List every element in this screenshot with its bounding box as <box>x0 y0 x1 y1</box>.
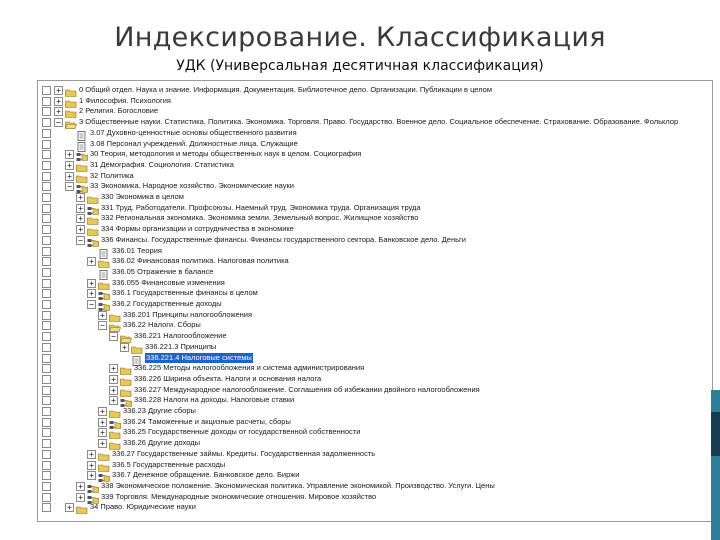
expand-toggle[interactable]: + <box>87 279 96 288</box>
tree-row-label[interactable]: 0 Общий отдел. Наука и знание. Информация. Документация. Библиотечное дело. Организации. Публикации в целом <box>79 85 492 94</box>
tree-row-label[interactable]: 339 Торговля. Международные экономические отношения. Мировое хозяйство <box>101 491 377 501</box>
tree-row-label[interactable]: 336.27 Государственные займы. Кредиты. Государственная задолженность <box>112 448 376 458</box>
folder-icon <box>76 160 88 170</box>
collapse-toggle[interactable]: − <box>98 321 107 330</box>
tree-row-label[interactable]: 336.055 Финансовые изменения <box>112 277 225 287</box>
tree-row-label[interactable]: 2 Религия. Богословие <box>79 106 159 116</box>
tree-row[interactable] <box>38 149 712 160</box>
folder-network-icon <box>76 181 88 191</box>
expand-toggle[interactable]: + <box>76 214 85 223</box>
folder-icon <box>87 224 99 234</box>
tree-row[interactable] <box>38 502 712 513</box>
tree-row[interactable] <box>38 267 712 278</box>
folder-network-icon <box>98 470 110 480</box>
folder-icon <box>65 85 77 95</box>
tree-row-label[interactable]: 336.226 Ширина объекта. Налоги и основания налога <box>134 373 322 383</box>
expand-toggle[interactable]: + <box>65 172 74 181</box>
document-icon <box>98 246 110 256</box>
tree-row-label[interactable]: 336.1 Государственные финансы в целом <box>112 288 258 298</box>
folder-network-icon <box>98 299 110 309</box>
folder-icon <box>98 278 110 288</box>
tree-row-label[interactable]: 336.26 Другие доходы <box>123 438 201 448</box>
row-checkbox[interactable] <box>42 364 51 373</box>
tree-row[interactable] <box>38 106 712 117</box>
row-checkbox[interactable] <box>42 418 51 427</box>
tree-row[interactable] <box>38 385 712 396</box>
tree-row[interactable] <box>38 288 712 299</box>
document-icon <box>98 267 110 277</box>
row-checkbox[interactable] <box>42 129 51 138</box>
row-checkbox[interactable] <box>42 97 51 106</box>
tree-row-label[interactable]: 336.24 Таможенные и акцизные расчеты, сборы <box>123 416 291 426</box>
folder-icon <box>65 106 77 116</box>
document-icon <box>131 353 143 363</box>
tree-row[interactable] <box>38 213 712 224</box>
expand-toggle[interactable]: + <box>98 428 107 437</box>
tree-row[interactable] <box>38 353 712 364</box>
collapse-toggle[interactable]: − <box>54 118 63 127</box>
slide-accent-bar-dark <box>711 412 720 456</box>
tree-row-label[interactable]: 336.22 Налоги. Сборы <box>123 320 201 330</box>
document-icon <box>76 139 88 149</box>
tree-row[interactable] <box>38 406 712 417</box>
folder-icon <box>98 460 110 470</box>
tree-row[interactable] <box>38 481 712 492</box>
folder-icon <box>109 406 121 416</box>
row-checkbox[interactable] <box>42 214 51 223</box>
row-checkbox[interactable] <box>42 471 51 480</box>
folder-icon <box>98 449 110 459</box>
tree-row-label[interactable]: 1 Философия. Психология <box>79 95 171 105</box>
expand-toggle[interactable]: + <box>109 386 118 395</box>
tree-row[interactable] <box>38 331 712 342</box>
row-checkbox[interactable] <box>42 332 51 341</box>
row-checkbox[interactable] <box>42 86 51 95</box>
classification-tree[interactable] <box>37 80 713 522</box>
collapse-toggle[interactable]: − <box>65 182 74 191</box>
tree-row[interactable] <box>38 310 712 321</box>
expand-toggle[interactable]: + <box>65 150 74 159</box>
row-checkbox[interactable] <box>42 161 51 170</box>
expand-toggle[interactable]: + <box>98 407 107 416</box>
tree-row-label[interactable]: 336.2 Государственные доходы <box>112 299 222 308</box>
folder-network-icon <box>87 203 99 213</box>
folder-network-icon <box>109 417 121 427</box>
tree-row-label[interactable]: 330 Экономика в целом <box>101 192 184 201</box>
folder-icon <box>76 171 88 181</box>
folder-icon <box>76 502 88 512</box>
row-checkbox[interactable] <box>42 172 51 181</box>
folder-network-icon <box>76 149 88 159</box>
tree-row[interactable] <box>38 438 712 449</box>
row-checkbox[interactable] <box>42 279 51 288</box>
row-checkbox[interactable] <box>42 439 51 448</box>
row-checkbox[interactable] <box>42 140 51 149</box>
expand-toggle[interactable]: + <box>76 493 85 502</box>
tree-row[interactable] <box>38 256 712 267</box>
expand-toggle[interactable]: + <box>98 439 107 448</box>
folder-icon <box>109 427 121 437</box>
folder-icon <box>87 192 99 202</box>
folder-icon <box>120 363 132 373</box>
tree-row-label[interactable]: 31 Демография. Социология. Статистика <box>90 159 234 169</box>
tree-row-label[interactable]: 34 Право. Юридические науки <box>90 502 196 512</box>
expand-toggle[interactable]: + <box>98 311 107 320</box>
row-checkbox[interactable] <box>42 386 51 395</box>
folder-icon <box>98 256 110 266</box>
row-checkbox[interactable] <box>42 503 51 512</box>
row-checkbox[interactable] <box>42 343 51 352</box>
tree-row[interactable] <box>38 224 712 235</box>
tree-row-label[interactable]: 338 Экономическое положение. Экономическая политика. Управление экономикой. Производство. Услуги. Цены <box>101 480 495 490</box>
expand-toggle[interactable]: + <box>54 107 63 116</box>
collapse-toggle[interactable]: − <box>109 332 118 341</box>
folder-open-icon <box>109 320 121 330</box>
tree-row[interactable] <box>38 470 712 481</box>
row-checkbox[interactable] <box>42 268 51 277</box>
tree-row[interactable] <box>38 117 712 128</box>
tree-row-label[interactable]: 336.221.4 Налоговые системы <box>146 352 252 362</box>
expand-toggle[interactable]: + <box>76 482 85 491</box>
tree-row[interactable] <box>38 139 712 150</box>
tree-row-label[interactable]: 336.01 Теория <box>112 245 162 255</box>
row-checkbox[interactable] <box>42 482 51 491</box>
expand-toggle[interactable]: + <box>54 97 63 106</box>
expand-toggle[interactable]: + <box>65 161 74 170</box>
row-checkbox[interactable] <box>42 396 51 405</box>
expand-toggle[interactable]: + <box>76 225 85 234</box>
tree-row-label[interactable]: 336.221.3 Принципы <box>145 341 217 351</box>
expand-toggle[interactable]: + <box>109 375 118 384</box>
row-checkbox[interactable] <box>42 311 51 320</box>
row-checkbox[interactable] <box>42 321 51 330</box>
folder-network-icon <box>87 235 99 245</box>
collapse-toggle[interactable]: − <box>76 236 85 245</box>
tree-row-label[interactable]: 30 Теория, методология и методы общественных наук в целом. Социография <box>90 149 362 159</box>
folder-open-icon <box>120 331 132 341</box>
tree-row[interactable] <box>38 492 712 503</box>
folder-network-icon <box>87 481 99 491</box>
folder-network-icon <box>87 492 99 502</box>
folder-icon <box>120 385 132 395</box>
tree-row-label[interactable]: 3.07 Духовно-ценностные основы общественного развития <box>90 127 297 137</box>
tree-row[interactable] <box>38 192 712 203</box>
tree-row-label[interactable]: 336 Финансы. Государственные финансы. Финансы государственного сектора. Банковское дело. Деньги <box>101 234 466 244</box>
document-icon <box>76 128 88 138</box>
row-checkbox[interactable] <box>42 300 51 309</box>
folder-network-icon <box>120 395 132 405</box>
tree-row[interactable] <box>38 320 712 331</box>
row-checkbox[interactable] <box>42 107 51 116</box>
folder-icon <box>120 374 132 384</box>
tree-row[interactable] <box>38 278 712 289</box>
expand-toggle[interactable]: + <box>98 418 107 427</box>
folder-icon <box>131 342 143 352</box>
folder-network-icon <box>98 288 110 298</box>
expand-toggle[interactable]: + <box>87 289 96 298</box>
page-subtitle: УДК (Универсальная десятичная классификация) <box>176 58 544 74</box>
expand-toggle[interactable]: + <box>65 503 74 512</box>
tree-row[interactable] <box>38 427 712 438</box>
collapse-toggle[interactable]: − <box>87 300 96 309</box>
tree-row[interactable] <box>38 299 712 310</box>
tree-row-label[interactable]: 33 Экономика. Народное хозяйство. Экономические науки <box>90 181 294 191</box>
tree-row-label[interactable]: 336.05 Отражение в балансе <box>112 266 214 276</box>
folder-icon <box>65 96 77 106</box>
row-checkbox[interactable] <box>42 493 51 502</box>
expand-toggle[interactable]: + <box>54 86 63 95</box>
expand-toggle[interactable]: + <box>109 364 118 373</box>
tree-row-label[interactable]: 336.201 Принципы налогообложения <box>123 309 253 319</box>
tree-row-label[interactable]: 3 Общественные науки. Статистика. Политика. Экономика. Торговля. Право. Государство. Военное дело. Социальное обеспечение. Страхование. Образование. Фольклор <box>79 117 679 127</box>
folder-icon <box>109 438 121 448</box>
tree-row[interactable] <box>38 96 712 107</box>
row-checkbox[interactable] <box>42 289 51 298</box>
expand-toggle[interactable]: + <box>87 257 96 266</box>
row-checkbox[interactable] <box>42 461 51 470</box>
tree-row[interactable] <box>38 374 712 385</box>
row-checkbox[interactable] <box>42 193 51 202</box>
row-checkbox[interactable] <box>42 182 51 191</box>
expand-toggle[interactable]: + <box>87 461 96 470</box>
row-checkbox[interactable] <box>42 354 51 363</box>
row-checkbox[interactable] <box>42 236 51 245</box>
tree-row-label[interactable]: 334 Формы организации и сотрудничества в экономике <box>101 224 294 234</box>
tree-row[interactable] <box>38 395 712 406</box>
expand-toggle[interactable]: + <box>120 343 129 352</box>
expand-toggle[interactable]: + <box>87 471 96 480</box>
tree-row-label[interactable]: 336.7 Денежное обращение. Банковское дело. Биржи <box>112 470 300 480</box>
tree-row-label[interactable]: 336.02 Финансовая политика. Налоговая политика <box>112 256 289 266</box>
tree-row[interactable] <box>38 85 712 96</box>
tree-row[interactable] <box>38 235 712 246</box>
tree-row[interactable] <box>38 181 712 192</box>
tree-row[interactable] <box>38 203 712 214</box>
tree-row[interactable] <box>38 246 712 257</box>
tree-row-label[interactable]: 336.25 Государственные доходы от государственной собственности <box>123 427 361 437</box>
tree-row-label[interactable]: 336.228 Налоги на доходы. Налоговые ставки <box>134 395 295 405</box>
tree-row[interactable] <box>38 160 712 171</box>
row-checkbox[interactable] <box>42 150 51 159</box>
expand-toggle[interactable]: + <box>76 193 85 202</box>
row-checkbox[interactable] <box>42 247 51 256</box>
row-checkbox[interactable] <box>42 428 51 437</box>
tree-row[interactable] <box>38 417 712 428</box>
expand-toggle[interactable]: + <box>109 396 118 405</box>
tree-row-label[interactable]: 32 Политика <box>90 170 134 180</box>
tree-row-label[interactable]: 336.225 Методы налогообложения и система администрирования <box>134 363 365 373</box>
tree-row-label[interactable]: 336.227 Международное налогообложение. Соглашения об избежании двойного налогообложения <box>134 384 480 394</box>
row-checkbox[interactable] <box>42 118 51 127</box>
tree-row-label[interactable]: 332 Региональная экономика. Экономика земли. Земельный вопрос. Жилищное хозяйство <box>101 213 419 223</box>
tree-row[interactable] <box>38 449 712 460</box>
row-checkbox[interactable] <box>42 204 51 213</box>
folder-icon <box>109 310 121 320</box>
row-checkbox[interactable] <box>42 225 51 234</box>
tree-row-label[interactable]: 331 Труд. Работодатели. Профсоюзы. Наемный труд. Экономика труда. Организация труда <box>101 202 421 212</box>
tree-row[interactable] <box>38 128 712 139</box>
tree-row[interactable] <box>38 460 712 471</box>
row-checkbox[interactable] <box>42 257 51 266</box>
folder-icon <box>87 213 99 223</box>
page-title: Индексирование. Классификация <box>114 22 606 53</box>
row-checkbox[interactable] <box>42 407 51 416</box>
tree-row-label[interactable]: 336.221 Налогообложение <box>134 331 227 341</box>
expand-toggle[interactable]: + <box>76 204 85 213</box>
row-checkbox[interactable] <box>42 375 51 384</box>
tree-row-label[interactable]: 336.23 Другие сборы <box>123 406 196 415</box>
folder-open-icon <box>65 117 77 127</box>
tree-row[interactable] <box>38 342 712 353</box>
row-checkbox[interactable] <box>42 450 51 459</box>
expand-toggle[interactable]: + <box>87 450 96 459</box>
tree-row-label[interactable]: 336.5 Государственные расходы <box>112 459 226 469</box>
tree-row-label[interactable]: 3.08 Персонал учреждений. Должностные лица. Служащие <box>90 138 298 148</box>
tree-row[interactable] <box>38 363 712 374</box>
tree-row[interactable] <box>38 171 712 182</box>
